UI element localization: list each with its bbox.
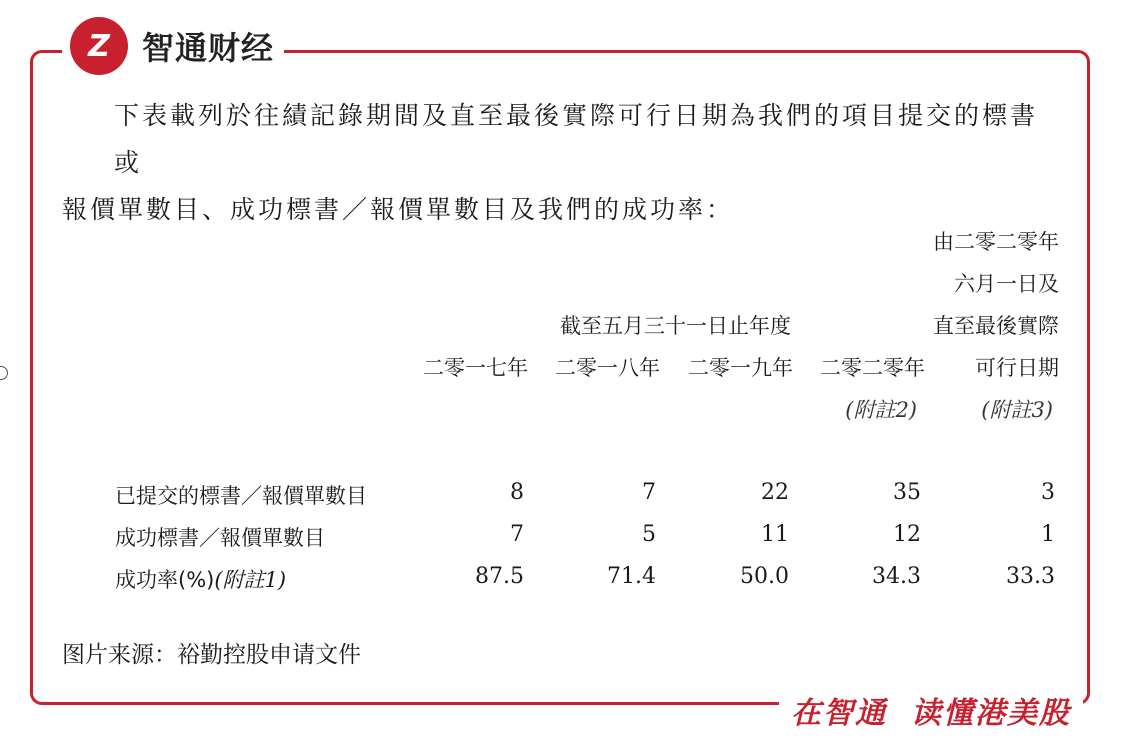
column-note-2020: (附註2) — [845, 398, 917, 422]
footer-slogan-a: 在智通 — [791, 696, 887, 731]
table-cell: 12 — [893, 522, 921, 547]
column-header-2017: 二零一七年 — [423, 356, 528, 380]
row-label-submitted: 已提交的標書／報價單數目 — [115, 484, 367, 508]
table-cell: 22 — [761, 480, 789, 505]
table-cell: 5 — [642, 522, 656, 547]
table-cell: 87.5 — [475, 564, 524, 589]
latest-header-line-3: 直至最後實際 — [933, 314, 1059, 338]
table-cell: 35 — [893, 480, 921, 505]
latest-header-line-2: 六月一日及 — [954, 272, 1059, 296]
table-cell: 34.3 — [872, 564, 921, 589]
column-header-2020: 二零二零年 — [820, 356, 925, 380]
intro-line-1: 下表載列於往績記錄期間及直至最後實際可行日期為我們的項目提交的標書或 — [114, 101, 1039, 177]
table-cell: 11 — [761, 522, 789, 547]
latest-header-line-4: 可行日期 — [975, 356, 1059, 380]
zhitong-logo-icon: Z — [70, 17, 128, 75]
footer-slogan-b: 读懂港美股 — [911, 696, 1071, 731]
row-label-success-rate: 成功率(%)(附註1) — [115, 568, 287, 592]
footer-slogan — [779, 688, 1083, 732]
intro-paragraph — [62, 92, 1062, 233]
table-cell: 8 — [510, 480, 524, 505]
latest-header-line-1: 由二零二零年 — [933, 230, 1059, 254]
row-label-successful: 成功標書／報價單數目 — [115, 526, 325, 550]
table-cell: 3 — [1041, 480, 1055, 505]
table-cell: 71.4 — [607, 564, 656, 589]
column-note-latest: (附註3) — [981, 398, 1053, 422]
group-header: 截至五月三十一日止年度 — [560, 314, 791, 338]
table-cell: 1 — [1041, 522, 1055, 547]
column-header-2019: 二零一九年 — [688, 356, 793, 380]
table-cell: 7 — [642, 480, 656, 505]
table-cell: 50.0 — [740, 564, 789, 589]
intro-line-2: 報價單數目、成功標書／報價單數目及我們的成功率： — [62, 195, 735, 224]
image-source-caption: 图片来源：裕勤控股申请文件 — [62, 642, 361, 668]
brand-header — [62, 10, 284, 82]
margin-circle-icon — [0, 366, 8, 380]
table-cell: 7 — [510, 522, 524, 547]
brand-name: 智通财经 — [142, 29, 275, 67]
table-cell: 33.3 — [1006, 564, 1055, 589]
column-header-2018: 二零一八年 — [555, 356, 660, 380]
